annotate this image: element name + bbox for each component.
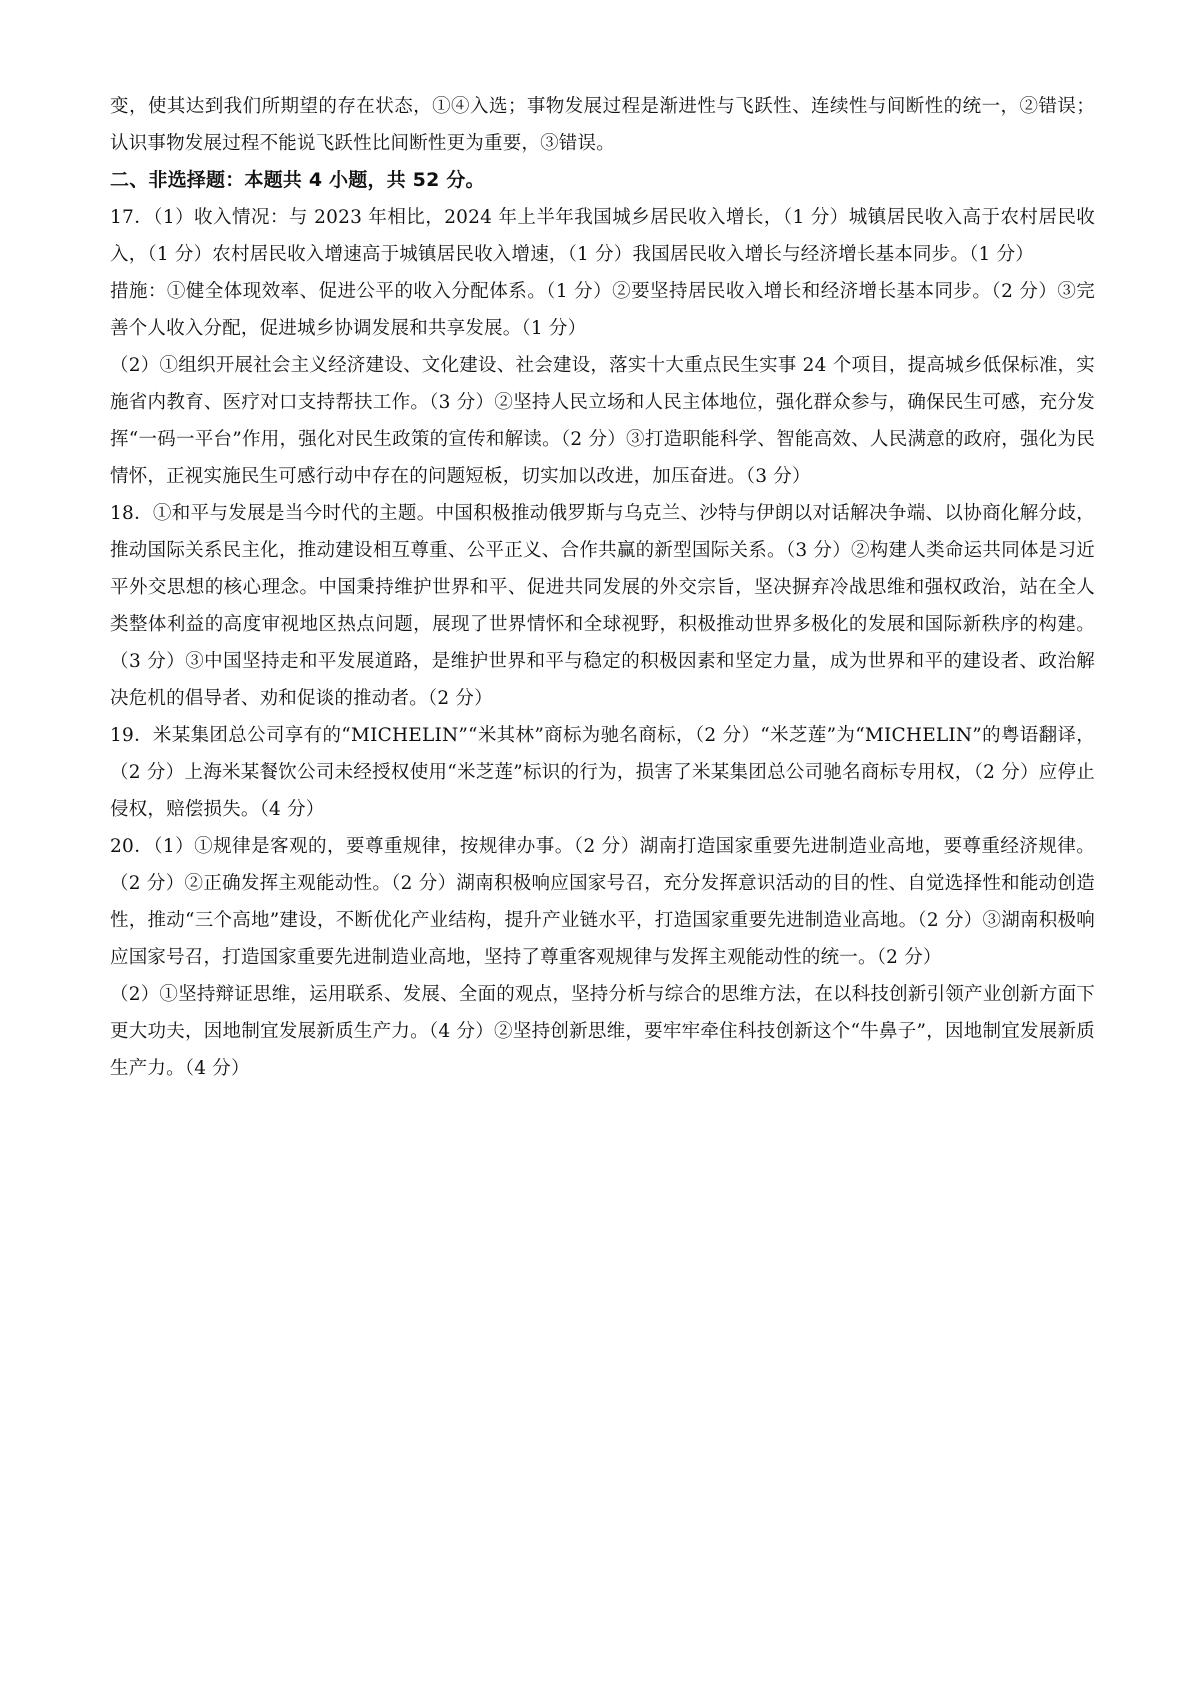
q17-part2-paragraph: （2）①组织开展社会主义经济建设、文化建设、社会建设，落实十大重点民生实事 24 个项目，提高城乡低保标准，实施省内教育、医疗对口支持帮扶工作。（3 分）②坚持人民立场和人民主体地位，强化群众参与，确保民生可感，充分发挥“一码一平台”作用，强化对民生政策的宣传和解读。（2 分）③打造职能科学、智能高效、人民满意的政府，强化为民情怀，正视实施民生可感行动中存在的问题短板，切实加以改进，加压奋进。（3 分）	[110, 355, 1095, 487]
section-heading: 二、非选择题：本题共 4 小题，共 52 分。	[110, 169, 485, 191]
q18-paragraph: 18．①和平与发展是当今时代的主题。中国积极推动俄罗斯与乌克兰、沙特与伊朗以对话解决争端、以协商化解分歧，推动国际关系民主化，推动建设相互尊重、公平正义、合作共赢的新型国际关系。（3 分）②构建人类命运共同体是习近平外交思想的核心理念。中国秉持维护世界和平、促进共同发展的外交宗旨，坚决摒弃冷战思维和强权政治，站在全人类整体利益的高度审视地区热点问题，展现了世界情怀和全球视野，积极推动世界多极化的发展和国际新秩序的构建。（3 分）③中国坚持走和平发展道路，是维护世界和平与稳定的积极因素和坚定力量，成为世界和平的建设者、政治解决危机的倡导者、劝和促谈的推动者。（2 分）	[110, 503, 1095, 709]
continuation-paragraph: 变，使其达到我们所期望的存在状态，①④入选；事物发展过程是渐进性与飞跃性、连续性与间断性的统一，②错误；认识事物发展过程不能说飞跃性比间断性更为重要，③错误。	[110, 96, 1095, 154]
q20-part1-paragraph: 20．（1）①规律是客观的，要尊重规律，按规律办事。（2 分）湖南打造国家重要先进制造业高地，要尊重经济规律。（2 分）②正确发挥主观能动性。（2 分）湖南积极响应国家号召，充分发挥意识活动的目的性、自觉选择性和能动创造性，推动“三个高地”建设，不断优化产业结构，提升产业链水平，打造国家重要先进制造业高地。（2 分）③湖南积极响应国家号召，打造国家重要先进制造业高地，坚持了尊重客观规律与发挥主观能动性的统一。（2 分）	[110, 836, 1095, 968]
q17-part1-measures-paragraph: 措施：①健全体现效率、促进公平的收入分配体系。（1 分）②要坚持居民收入增长和经济增长基本同步。（2 分）③完善个人收入分配，促进城乡协调发展和共享发展。（1 分）	[110, 281, 1095, 339]
q19-paragraph: 19．米某集团总公司享有的“MICHELIN”“米其林”商标为驰名商标，（2 分）“米芝莲”为“MICHELIN”的粤语翻译，（2 分）上海米某餐饮公司未经授权使用“米芝莲”标识的行为，损害了米某集团总公司驰名商标专用权，（2 分）应停止侵权，赔偿损失。（4 分）	[110, 725, 1095, 820]
q20-part2-paragraph: （2）①坚持辩证思维，运用联系、发展、全面的观点，坚持分析与综合的思维方法，在以科技创新引领产业创新方面下更大功夫，因地制宜发展新质生产力。（4 分）②坚持创新思维，要牢牢牵住科技创新这个“牛鼻子”，因地制宜发展新质生产力。（4 分）	[110, 984, 1095, 1079]
q17-part1-income-paragraph: 17．（1）收入情况：与 2023 年相比，2024 年上半年我国城乡居民收入增长，（1 分）城镇居民收入高于农村居民收入，（1 分）农村居民收入增速高于城镇居民收入增速，（1 分）我国居民收入增长与经济增长基本同步。（1 分）	[110, 207, 1095, 265]
